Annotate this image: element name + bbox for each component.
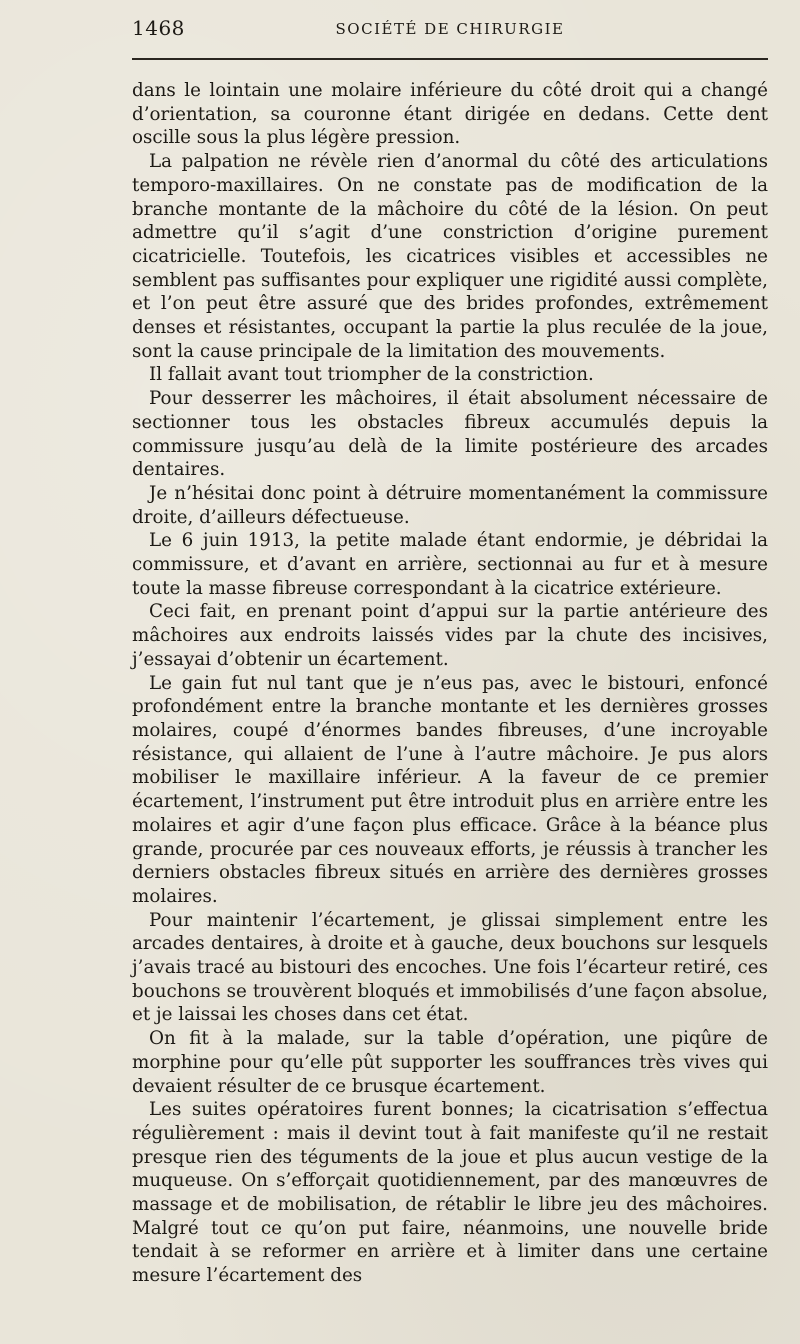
paragraph: Pour desserrer les mâchoires, il était absolument nécessaire de sectionner tous les obstacles fibreux accumulés depuis la commissure jusqu’au delà de la limite postérieure des arcades dentaires. xyxy=(132,388,768,481)
paragraph: On fit à la malade, sur la table d’opération, une piqûre de morphine pour qu’elle pût supporter les souffrances très vives qui devaient résulter de ce brusque écartement. xyxy=(132,1028,768,1097)
paragraph: Ceci fait, en prenant point d’appui sur la partie antérieure des mâchoires aux endroits laissés vides par la chute des incisives, j’essayai d’obtenir un écartement. xyxy=(132,601,768,670)
paragraph: Le 6 juin 1913, la petite malade étant endormie, je débridai la commissure, et d’avant en arrière, sectionnai au fur et à mesure toute la masse fibreuse correspondant à la cicatrice extérieure. xyxy=(132,530,768,599)
body-text xyxy=(132,79,768,1288)
header-rule xyxy=(132,58,768,60)
paragraph: Les suites opératoires furent bonnes; la cicatrisation s’effectua régulièrement : mais il devint tout à fait manifeste qu’il ne restait presque rien des téguments de la joue et plus aucun vestige de la muqueuse. On s’efforçait quotidiennement, par des manœuvres de massage et de mobilisation, de rétablir le libre jeu des mâchoires. Malgré tout ce qu’on put faire, néanmoins, une nouvelle bride tendait à se reformer en arrière et à limiter dans une certaine mesure l’écartement des xyxy=(132,1099,768,1287)
paragraph: dans le lointain une molaire inférieure du côté droit qui a changé d’orientation, sa couronne étant dirigée en dedans. Cette dent oscille sous la plus légère pression. xyxy=(132,80,768,149)
running-head xyxy=(132,16,768,46)
paragraph: La palpation ne révèle rien d’anormal du côté des articulations temporo-maxillaires. On ne constate pas de modification de la branche montante de la mâchoire du côté de la lésion. On peut admettre qu’il s’agit d’une constriction d’origine purement cicatricielle. Toutefois, les cicatrices visibles et accessibles ne semblent pas suffisantes pour expliquer une rigidité aussi complète, et l’on peut être assuré que des brides profondes, extrêmement denses et résistantes, occupant la partie la plus reculée de la joue, sont la cause principale de la limitation des mouvements. xyxy=(132,151,768,362)
journal-title: SOCIÉTÉ DE CHIRURGIE xyxy=(335,20,565,38)
paragraph: Le gain fut nul tant que je n’eus pas, avec le bistouri, enfoncé profondément entre la branche montante et les dernières grosses molaires, coupé d’énormes bandes fibreuses, d’une incroyable résistance, qui allaient de l’une à l’autre mâchoire. Je pus alors mobiliser le maxillaire inférieur. A la faveur de ce premier écartement, l’instrument put être introduit plus en arrière entre les molaires et agir d’une façon plus efficace. Grâce à la béance plus grande, procurée par ces nouveaux efforts, je réussis à trancher les derniers obstacles fibreux situés en arrière des dernières grosses molaires. xyxy=(132,672,768,907)
page-number: 1468 xyxy=(132,16,185,40)
paragraph: Je n’hésitai donc point à détruire momentanément la commissure droite, d’ailleurs défectueuse. xyxy=(132,482,768,528)
paragraph: Pour maintenir l’écartement, je glissai simplement entre les arcades dentaires, à droite et à gauche, deux bouchons sur lesquels j’avais tracé au bistouri des encoches. Une fois l’écarteur retiré, ces bouchons se trouvèrent bloqués et immobilisés d’une façon absolue, et je laissai les choses dans cet état. xyxy=(132,909,768,1026)
paragraph: Il fallait avant tout triompher de la constriction. xyxy=(149,364,594,386)
